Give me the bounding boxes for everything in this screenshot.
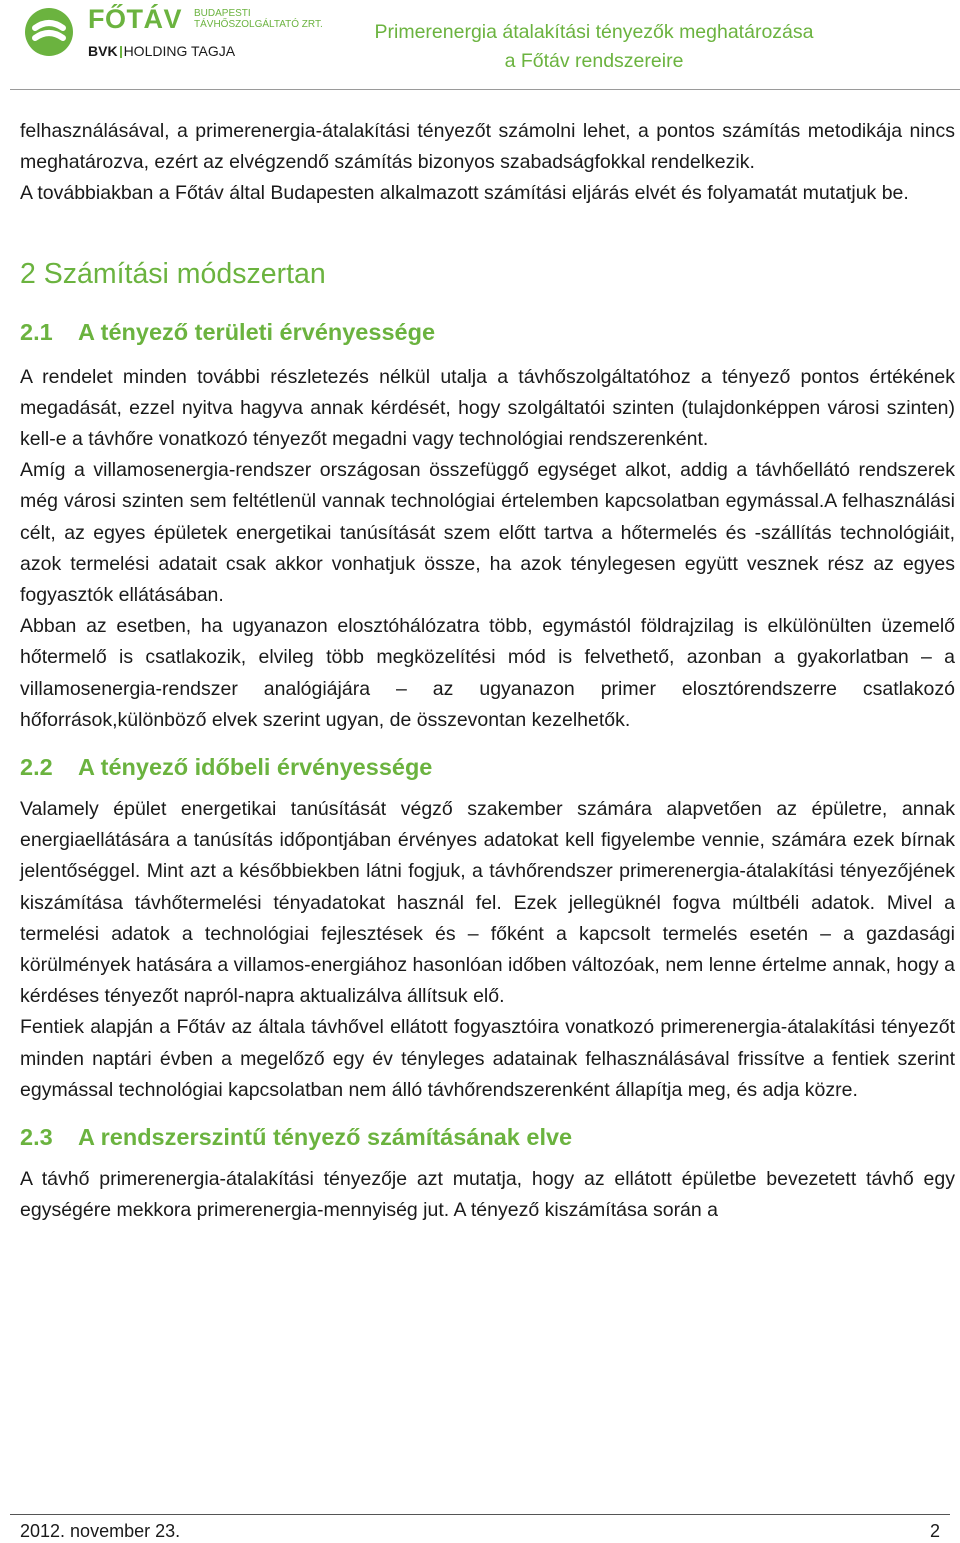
s23-paragraph-1: A távhő primerenergia-átalakítási tényezője azt mutatja, hogy az ellátott épületbe bevezetett távhő egy egységére mekkora primerenergia-mennyiség jut. A tényező kiszámítása során a	[20, 1168, 955, 1222]
intro-paragraph-2: A továbbiakban a Főtáv által Budapesten alkalmazott számítási eljárás elvét és folyamatát mutatjuk be.	[20, 182, 909, 205]
holding-rest: HOLDING TAGJA	[123, 43, 236, 59]
document-title-line-1: Primerenergia átalakítási tényezők meghatározása	[374, 21, 814, 43]
document-title	[314, 18, 874, 76]
page-header	[0, 0, 960, 90]
s21-paragraph-1: A rendelet minden további részletezés nélkül utalja a távhőszolgáltatóhoz a tényező pontos értékének megadását, ezzel nyitva hagyva annak kérdését, hogy szolgáltatói szinten (tulajdonképpen városi szinten) kell-e a távhőre vonatkozó tényezőt megadni vagy technológiai rendszerenként.	[20, 365, 955, 451]
brand-subtitle-1: BUDAPESTI	[194, 8, 251, 19]
document-title-line-2: a Főtáv rendszereire	[504, 50, 684, 72]
intro-paragraph-1: felhasználásával, a primerenergia-átalakítási tényezőt számolni lehet, a pontos számítás metodikája nincs meghatározva, ezért az elvégzendő számítás bizonyos szabadságfokkal rendelkezik.	[20, 120, 955, 174]
brand-name: FŐTÁV	[88, 4, 182, 34]
s21-paragraph-3: Abban az esetben, ha ugyanazon elosztóhálózatra több, egymástól földrajzilag is elkülönülten üzemelő hőtermelő is csatlakozik, elvileg több megközelítési mód is felvethető, azonban a gyakorlatban – a villamosenergia-rendszer analógiájára – az ugyanazon primer elosztórendszerre csatlakozó hőforrások,különböző elvek szerint ugyan, de összevontan kezelhetők.	[20, 615, 955, 731]
section-2-3-title: A rendszerszintű tényező számításának elve	[78, 1124, 573, 1151]
section-2-3-number: 2.3	[20, 1124, 53, 1151]
s22-paragraph-2: Fentiek alapján a Főtáv az általa távhővel ellátott fogyasztóira vonatkozó primerenergia-átalakítási tényezőt minden naptári évben a megelőző egy év tényleges adatainak felhasználásával frissítve a fentiek szerint egymással technológiai kapcsolatban nem álló távhőrendszerenként állapítja meg, és adja közre.	[20, 1016, 955, 1101]
holding-bold: BVK	[88, 43, 118, 59]
brand-subtitle-2: TÁVHŐSZOLGÁLTATÓ ZRT.	[194, 19, 323, 30]
footer-divider	[10, 1514, 950, 1515]
s21-paragraph-2: Amíg a villamosenergia-rendszer országosan összefüggő egységet alkot, addig a távhőellátó rendszerek még városi szinten sem feltétlenül vannak technológiai értelemben kapcsolatban egymással.A felhasználási célt, az egyes épületek energetikai tanúsítását szem előtt tartva a hőtermelés és -szállítás technológiáit, azok termelési adatait csak akkor vonhatjuk össze, ha azok ténylegesen együtt vesznek rész az egyes fogyasztók ellátásában.	[20, 459, 955, 607]
section-2-2-title: A tényező időbeli érvényessége	[78, 754, 433, 781]
section-2-heading: 2 Számítási módszertan	[20, 257, 326, 290]
section-2-1-number: 2.1	[20, 318, 53, 345]
fotav-logo-icon	[25, 8, 73, 56]
header-divider	[10, 89, 960, 90]
s22-paragraph-1: Valamely épület energetikai tanúsítását végző szakember számára alapvetően az épületre, annak energiaellátására a tanúsítás időpontjában érvényes adatokat kell figyelembe vennie, számára ezek bírnak jelentőséggel. Mint azt a későbbiekben látni fogjuk, a távhőrendszer primerenergia-átalakítási tényezőjének kiszámítása távhőtermelési tényadatokat használ fel. Ezek jellegüknél fogva múltbéli adatok. Mivel a termelési adatok a technológiai fejlesztések és – főként a kapcsolt termelés esetén – a gazdasági körülmények hatására a villamos-energiához hasonlóan időben változóak, nem lenne értelme annak, hogy a kérdéses tényezőt napról-napra aktualizálva állítsuk elő.	[20, 798, 955, 1008]
section-2-1-title: A tényező területi érvényessége	[78, 318, 436, 345]
page-number: 2	[929, 1521, 940, 1541]
section-2-2-number: 2.2	[20, 754, 53, 781]
section-2-3-heading	[20, 1119, 955, 1155]
page-body	[20, 116, 955, 1226]
section-2-1-heading	[20, 314, 955, 350]
section-2-2-heading	[20, 749, 955, 785]
footer-date: 2012. november 23.	[20, 1521, 181, 1541]
holding-tag	[88, 43, 235, 59]
holding-separator	[120, 46, 122, 58]
